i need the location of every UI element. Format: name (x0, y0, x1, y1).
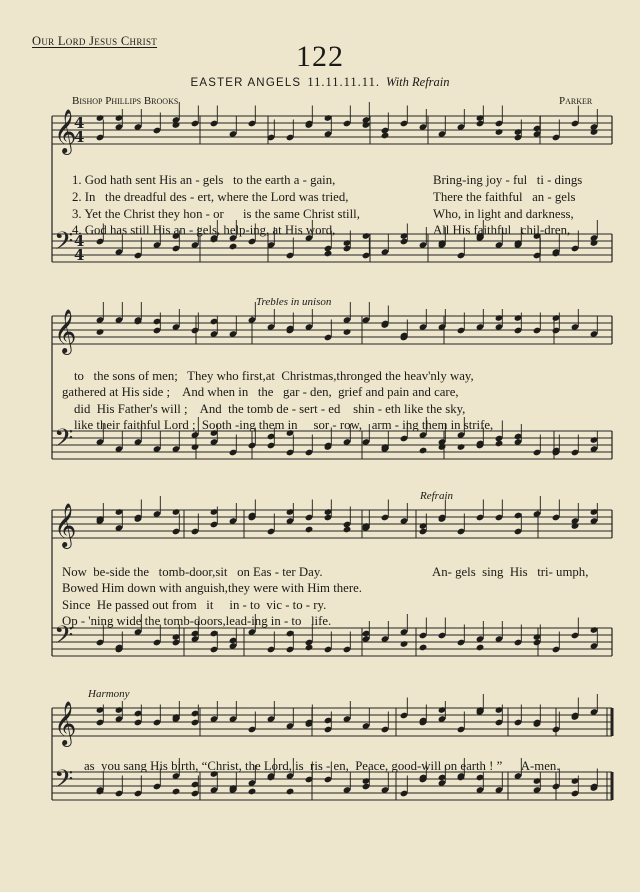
bass-note (305, 644, 314, 652)
treble-note (381, 132, 390, 140)
bass-note (457, 443, 466, 451)
bass-clef-icon: 𝄢 (54, 227, 74, 262)
treble-note (172, 121, 181, 129)
section-title: Our Lord Jesus Christ (32, 34, 158, 48)
time-signature: 4 (74, 246, 85, 264)
treble-note (96, 328, 105, 336)
bass-note (324, 250, 333, 258)
bass-note (172, 788, 181, 796)
treble-clef-icon: 𝄞 (54, 701, 77, 745)
verse-2-line-2: gathered at His side ; And when in the gar - den, grief and pain and care, (62, 385, 459, 399)
time-signature: 4 (74, 128, 85, 146)
treble-clef-icon: 𝄞 (54, 109, 77, 153)
treble-note (305, 526, 314, 534)
verse-2-line-3: Bowed Him down with anguish,they were with Him there. (62, 581, 362, 595)
verse-4-line-1: 4. God has still His an - gels, help-ing, at His word, (72, 223, 336, 237)
treble-note (362, 121, 371, 129)
verse-1-line-3: Now be-side the tomb-door,sit on Eas - ter Day. (62, 565, 323, 579)
direction-refrain: Refrain (420, 490, 453, 502)
bass-note (495, 440, 504, 448)
tune-name: EASTER ANGELS (190, 77, 302, 89)
bass-note (476, 644, 485, 652)
treble-note (343, 328, 352, 336)
bass-note (248, 788, 257, 796)
direction-trebles: Trebles in unison (256, 296, 332, 308)
treble-note (343, 526, 352, 534)
bass-clef-icon: 𝄢 (54, 765, 74, 800)
meter: 11.11.11.11. (307, 75, 380, 89)
treble-clef-icon: 𝄞 (54, 503, 77, 547)
treble-clef-icon: 𝄞 (54, 309, 77, 353)
bass-note (229, 243, 238, 251)
verse-2-line-1-end: There the faithful an - gels (433, 190, 576, 204)
verse-4-line-1-end: All His faithful chil-dren, (433, 223, 571, 237)
bass-note (191, 443, 200, 451)
time-signature: 4 (74, 114, 85, 132)
verse-3-line-3: Since He passed out from it in - to vic - to - ry. (62, 598, 327, 612)
direction-harmony: Harmony (88, 688, 130, 700)
verse-4-line-3: Op - 'ning wide the tomb-doors,lead-ing in - to life. (62, 614, 332, 628)
author-credit: Bishop Phillips Brooks (72, 95, 179, 107)
bass-note (438, 443, 447, 451)
verse-3-line-1: 3. Yet the Christ they hon - or is the same Christ still, (72, 207, 360, 221)
refrain-note: With Refrain (385, 75, 450, 89)
bass-note (400, 640, 409, 648)
verse-2-line-1: 2. In the dreadful des - ert, where the Lord was tried, (72, 190, 349, 204)
composer-credit: Parker (559, 95, 593, 107)
bass-note (419, 447, 428, 455)
verse-1-line-2: to the sons of men; They who first,at Christmas,thronged the heav'nly way, (74, 369, 474, 383)
hymn-number: 122 (296, 40, 344, 73)
refrain-line-2: as you sang His birth, “Christ, the Lord, is ris - en, Peace, good-will on earth ! ” A-men. (84, 759, 560, 773)
refrain-line-1: An- gels sing His tri- umph, (432, 565, 589, 579)
bass-note (419, 644, 428, 652)
treble-note (495, 128, 504, 136)
bass-clef-icon: 𝄢 (54, 424, 74, 459)
verse-3-line-2: did His Father's will ; And the tomb de - sert - ed shin - eth like the sky, (74, 402, 466, 416)
treble-note (571, 522, 580, 530)
verse-3-line-1-end: Who, in light and darkness, (433, 207, 574, 221)
verse-1-line-1: 1. God hath sent His an - gels to the earth a - gain, (72, 173, 336, 187)
verse-1-line-1-end: Bring-ing joy - ful ti - dings (433, 173, 583, 187)
bass-clef-icon: 𝄢 (54, 621, 74, 656)
treble-note (590, 128, 599, 136)
bass-note (590, 239, 599, 247)
verse-4-line-2: like their faithful Lord ; Sooth -ing them in sor - row, arm - ing them in strife, (74, 418, 494, 432)
time-signature: 4 (74, 232, 85, 250)
bass-note (286, 788, 295, 796)
